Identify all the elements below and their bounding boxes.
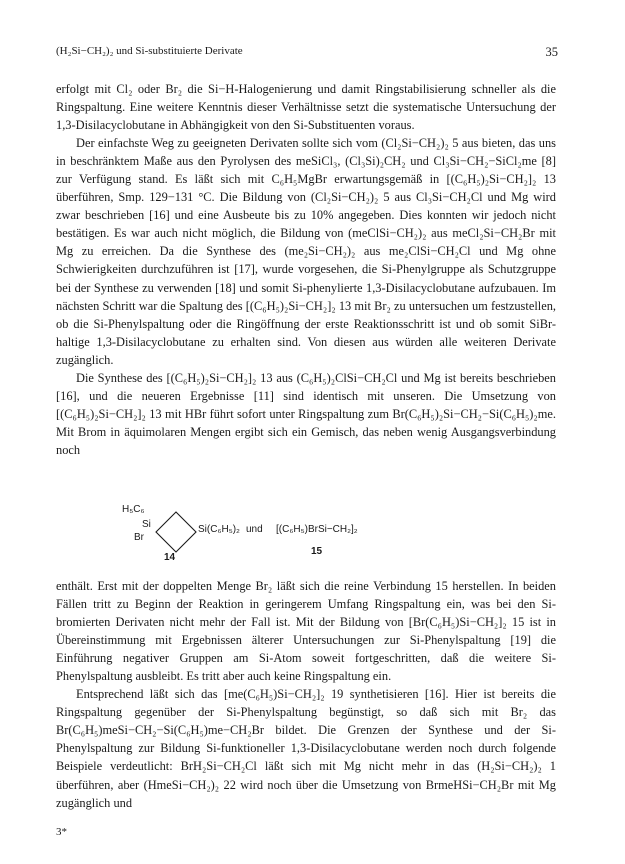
compound-number-14: 14 — [164, 552, 176, 563]
paragraph: Die Synthese des [(C₆H₅)₂Si−CH₂]₂ 13 aus (C₆H₅)₂ClSi−CH₂Cl und Mg ist bereits beschrieben [16], und die neueren Ergebnisse [11] sind identisch mit unseren. Die Umsetzung von [(C₆H₅)₂Si−CH₂]₂ 13 mit HBr führt sofort unter Ringspaltung zum Br(C₆H₅)₂Si−CH₂−Si(C₆H₅)₂me. Mit Brom in äquimolaren Mengen ergibt sich ein Gemisch, das neben wenig Ausgangsverbindung noch — [56, 370, 556, 457]
paragraph: Entsprechend läßt sich das [me(C₆H₅)Si−CH₂]₂ 19 synthetisieren [16]. Hier ist bereits die Ringspaltung gegenüber der Si-Phenylspaltung begünstigt, so daß sich mit Br₂ das Br(C₆H₅)meSi−CH₂−Si(C₆H₅)me−CH₂Br bildet. Die Grenzen der Synthese und der Si-Phenylspaltung zur Bildung Si-funktioneller 1,3-Disilacyclobutane werden noch durch folgende Beispiele verdeutlicht: BrH₂Si−CH₂Cl läßt sich mit Mg nicht mehr in das (H₂Si−CH₂)₂ 1 überführen, aber (HmeSi−CH₂)₂ 22 wird noch über die Umsetzung von BrmeHSi−CH₂Br mit Mg zugänglich und — [56, 687, 556, 810]
connector-word: und — [246, 524, 263, 535]
body-text-bottom — [56, 577, 556, 812]
paragraph: enthält. Erst mit der doppelten Menge Br₂ läßt sich die reine Verbindung 15 herstellen. In beiden Fällen tritt zu Beginn der Reaktion in geringerem Umfang Ringspaltung ein, was bei den Si-bromierten Derivaten nicht mehr der Fall ist. Mit der Bildung von [Br(C₆H₅)Si−CH₂]₂ 15 ist in Übereinstimmung mit Ergebnissen älterer Untersuchungen zur Si-Phenylspaltung [19] die Einführung negativer Gruppen am Si-Atom soweit fortgeschritten, daß die weitere Si-Phenylspaltung ausbleibt. Es tritt aber auch keine Ringspaltung ein. — [56, 579, 556, 684]
body-text-top — [56, 80, 556, 459]
substituent-diphenylsilyl: Si(C₆H₅)₂ — [198, 524, 240, 535]
paragraph: erfolgt mit Cl₂ oder Br₂ die Si−H-Halogenierung und damit Ringstabilisierung schneller als die Ringspaltung. Eine weitere Kenntnis dieser Verhältnisse setzt die systematische Untersuchung der 1,3-Disilacyclobutane in Abhängigkeit von den Si-Substituenten voraus. — [56, 82, 556, 133]
running-title: (H₂Si−CH₂)₂ und Si-substituierte Derivate — [56, 45, 243, 57]
substituent-phenyl: H₅C₆ — [122, 504, 145, 515]
silicon-atom: Si — [142, 519, 151, 530]
page-number: 35 — [545, 45, 558, 59]
compound-number-15: 15 — [311, 546, 323, 557]
chemical-structure-figure — [56, 500, 556, 570]
paragraph: Der einfachste Weg zu geeigneten Derivaten sollte sich vom (Cl₂Si−CH₂)₂ 5 aus bieten, das uns in beschränktem Maße aus den Pyrolysen des meSiCl₃, (Cl₃Si)₂CH₂ und Cl₃Si−CH₂−SiCl₂me [8] zur Verfügung stand. Es läßt sich mit C₆H₅MgBr erwartungsgemäß in [(C₆H₅)₂Si−CH₂]₂ 13 überführen, Smp. 129−131 °C. Die Bildung von (Cl₂Si−CH₂)₂ 5 aus Cl₃Si−CH₂Cl und Mg wird zwar beschrieben [16] und eine Ausbeute bis zu 10% angegeben. Dies konnten wir jedoch nicht bestätigen. Es war auch nicht möglich, die Bildung von (meClSi−CH₂)₂ aus meCl₂Si−CH₂Br mit Mg zu erreichen. Da die Synthese des (me₂Si−CH₂)₂ aus me₂ClSi−CH₂Cl und Mg ohne Schwierigkeiten durchzuführen ist [17], wurde vorgesehen, die Si-Phenylgruppe als Schutzgruppe bei der Synthese zu verwenden [18] und somit Si-phenylierte 1,3-Disilacyclobutane aufzubauen. Im nächsten Schritt war die Spaltung des [(C₆H₅)₂Si−CH₂]₂ 13 mit Br₂ zu untersuchen um festzustellen, ob die Si-Phenylspaltung oder die Ringöffnung der erste Reaktionsschritt ist und ob somit SiBr-haltige 1,3-Disilacyclobutane zu erhalten sind. Von diesen aus würden alle weiteren Derivate zugänglich. — [56, 136, 556, 367]
substituent-bromine: Br — [134, 532, 144, 543]
signature-mark: 3* — [56, 826, 67, 838]
running-head — [56, 45, 558, 61]
disilacyclobutane-ring — [156, 512, 196, 552]
formula-15: [(C₆H₅)BrSi−CH₂]₂ — [276, 524, 358, 535]
